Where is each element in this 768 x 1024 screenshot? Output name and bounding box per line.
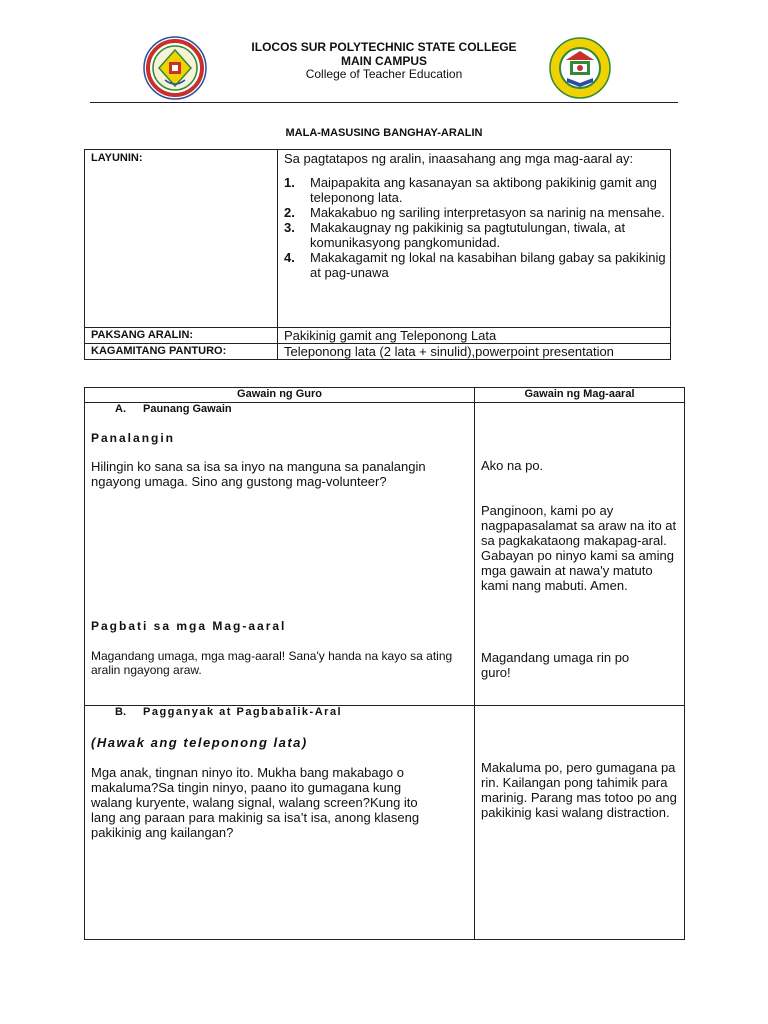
section-b-row (85, 706, 685, 940)
section-b-title: Pagganyak at Pagbabalik-Aral (143, 706, 343, 718)
list-item (284, 175, 670, 205)
student-column-header: Gawain ng Mag-aaral (475, 388, 685, 403)
topic-row (85, 328, 671, 344)
materials-value: Teleponong lata (2 lata + sinulid),powerpoint presentation (278, 344, 671, 360)
header-divider (90, 102, 678, 103)
activities-header-row (85, 388, 685, 403)
topic-label: PAKSANG ARALIN: (85, 328, 278, 344)
section-a-row (85, 403, 685, 706)
section-b-student-cell (475, 706, 685, 940)
greeting-heading: Pagbati sa mga Mag-aaral (91, 619, 287, 633)
prayer-heading: Panalangin (91, 431, 176, 445)
section-a-letter: A. (115, 403, 126, 415)
motivation-student-text: Makaluma po, pero gumagana pa rin. Kailangan pong tahimik para marinig. Parang mas totoo po ang pakikinig kasi walang distraction. (481, 760, 677, 820)
topic-value: Pakikinig gamit ang Teleponong Lata (278, 328, 671, 344)
section-a-student-cell (475, 403, 685, 706)
objective-number: 1. (284, 175, 295, 190)
section-b-heading (115, 706, 342, 718)
objective-text: Makakaugnay ng pakikinig sa pagtutulungan, tiwala, at komunikasyong pangkomunidad. (310, 220, 626, 250)
stage-direction: (Hawak ang teleponong lata) (91, 735, 308, 750)
objectives-row (85, 150, 671, 328)
list-item (284, 205, 670, 220)
objective-number: 3. (284, 220, 295, 235)
section-b-letter: B. (115, 706, 126, 718)
objective-text: Makakabuo ng sariling interpretasyon sa narinig na mensahe. (310, 205, 665, 220)
prayer-student-reply: Ako na po. (481, 458, 544, 473)
teacher-column-header: Gawain ng Guro (85, 388, 475, 403)
section-a-teacher-cell (85, 403, 475, 706)
activities-table (84, 387, 685, 940)
campus-name: MAIN CAMPUS (341, 54, 427, 68)
college-name: College of Teacher Education (305, 67, 463, 81)
letterhead (0, 0, 768, 110)
objective-text: Maipapakita ang kasanayan sa aktibong pakikinig gamit ang teleponong lata. (310, 175, 657, 205)
list-item (284, 220, 670, 250)
objective-text: Makakagamit ng lokal na kasabihan bilang gabay sa pakikinig at pag-unawa (310, 250, 666, 280)
objectives-intro: Sa pagtatapos ng aralin, inaasahang ang mga mag-aaral ay: (284, 151, 634, 166)
section-a-heading (115, 403, 232, 415)
section-b-teacher-cell (85, 706, 475, 940)
greeting-student-text: Magandang umaga rin po guro! (481, 650, 630, 680)
greeting-teacher-text: Magandang umaga, mga mag-aaral! Sana'y handa na kayo sa ating aralin ngayong araw. (91, 649, 453, 677)
objective-number: 2. (284, 205, 295, 220)
materials-row (85, 344, 671, 360)
objectives-label: LAYUNIN: (85, 150, 278, 328)
objectives-content (278, 150, 671, 328)
objectives-list (284, 175, 670, 280)
lesson-info-table (84, 149, 671, 360)
motivation-teacher-text: Mga anak, tingnan ninyo ito. Mukha bang makabago o makaluma?Sa tingin ninyo, paano ito gumagana kung walang kuryente, walang signal, walang screen?Kung ito lang ang paraan para makinig sa isa’t isa, anong klaseng pakikinig ang kailangan? (91, 765, 420, 840)
prayer-teacher-text: Hilingin ko sana sa isa sa inyo na manguna sa panalangin ngayong umaga. Sino ang gustong mag-volunteer? (91, 459, 426, 489)
document-title: MALA-MASUSING BANGHAY-ARALIN (285, 127, 483, 139)
section-a-title: Paunang Gawain (143, 403, 232, 415)
prayer-student-text: Panginoon, kami po ay nagpapasalamat sa araw na ito at sa pagkakataong makapag-aral. Gabayan po ninyo kami sa aming mga gawain at nawa'y matuto kami nang mabuti. Amen. (481, 503, 677, 593)
materials-label: KAGAMITANG PANTURO: (85, 344, 278, 360)
list-item (284, 250, 670, 280)
institution-name: ILOCOS SUR POLYTECHNIC STATE COLLEGE (251, 40, 517, 54)
objective-number: 4. (284, 250, 295, 265)
